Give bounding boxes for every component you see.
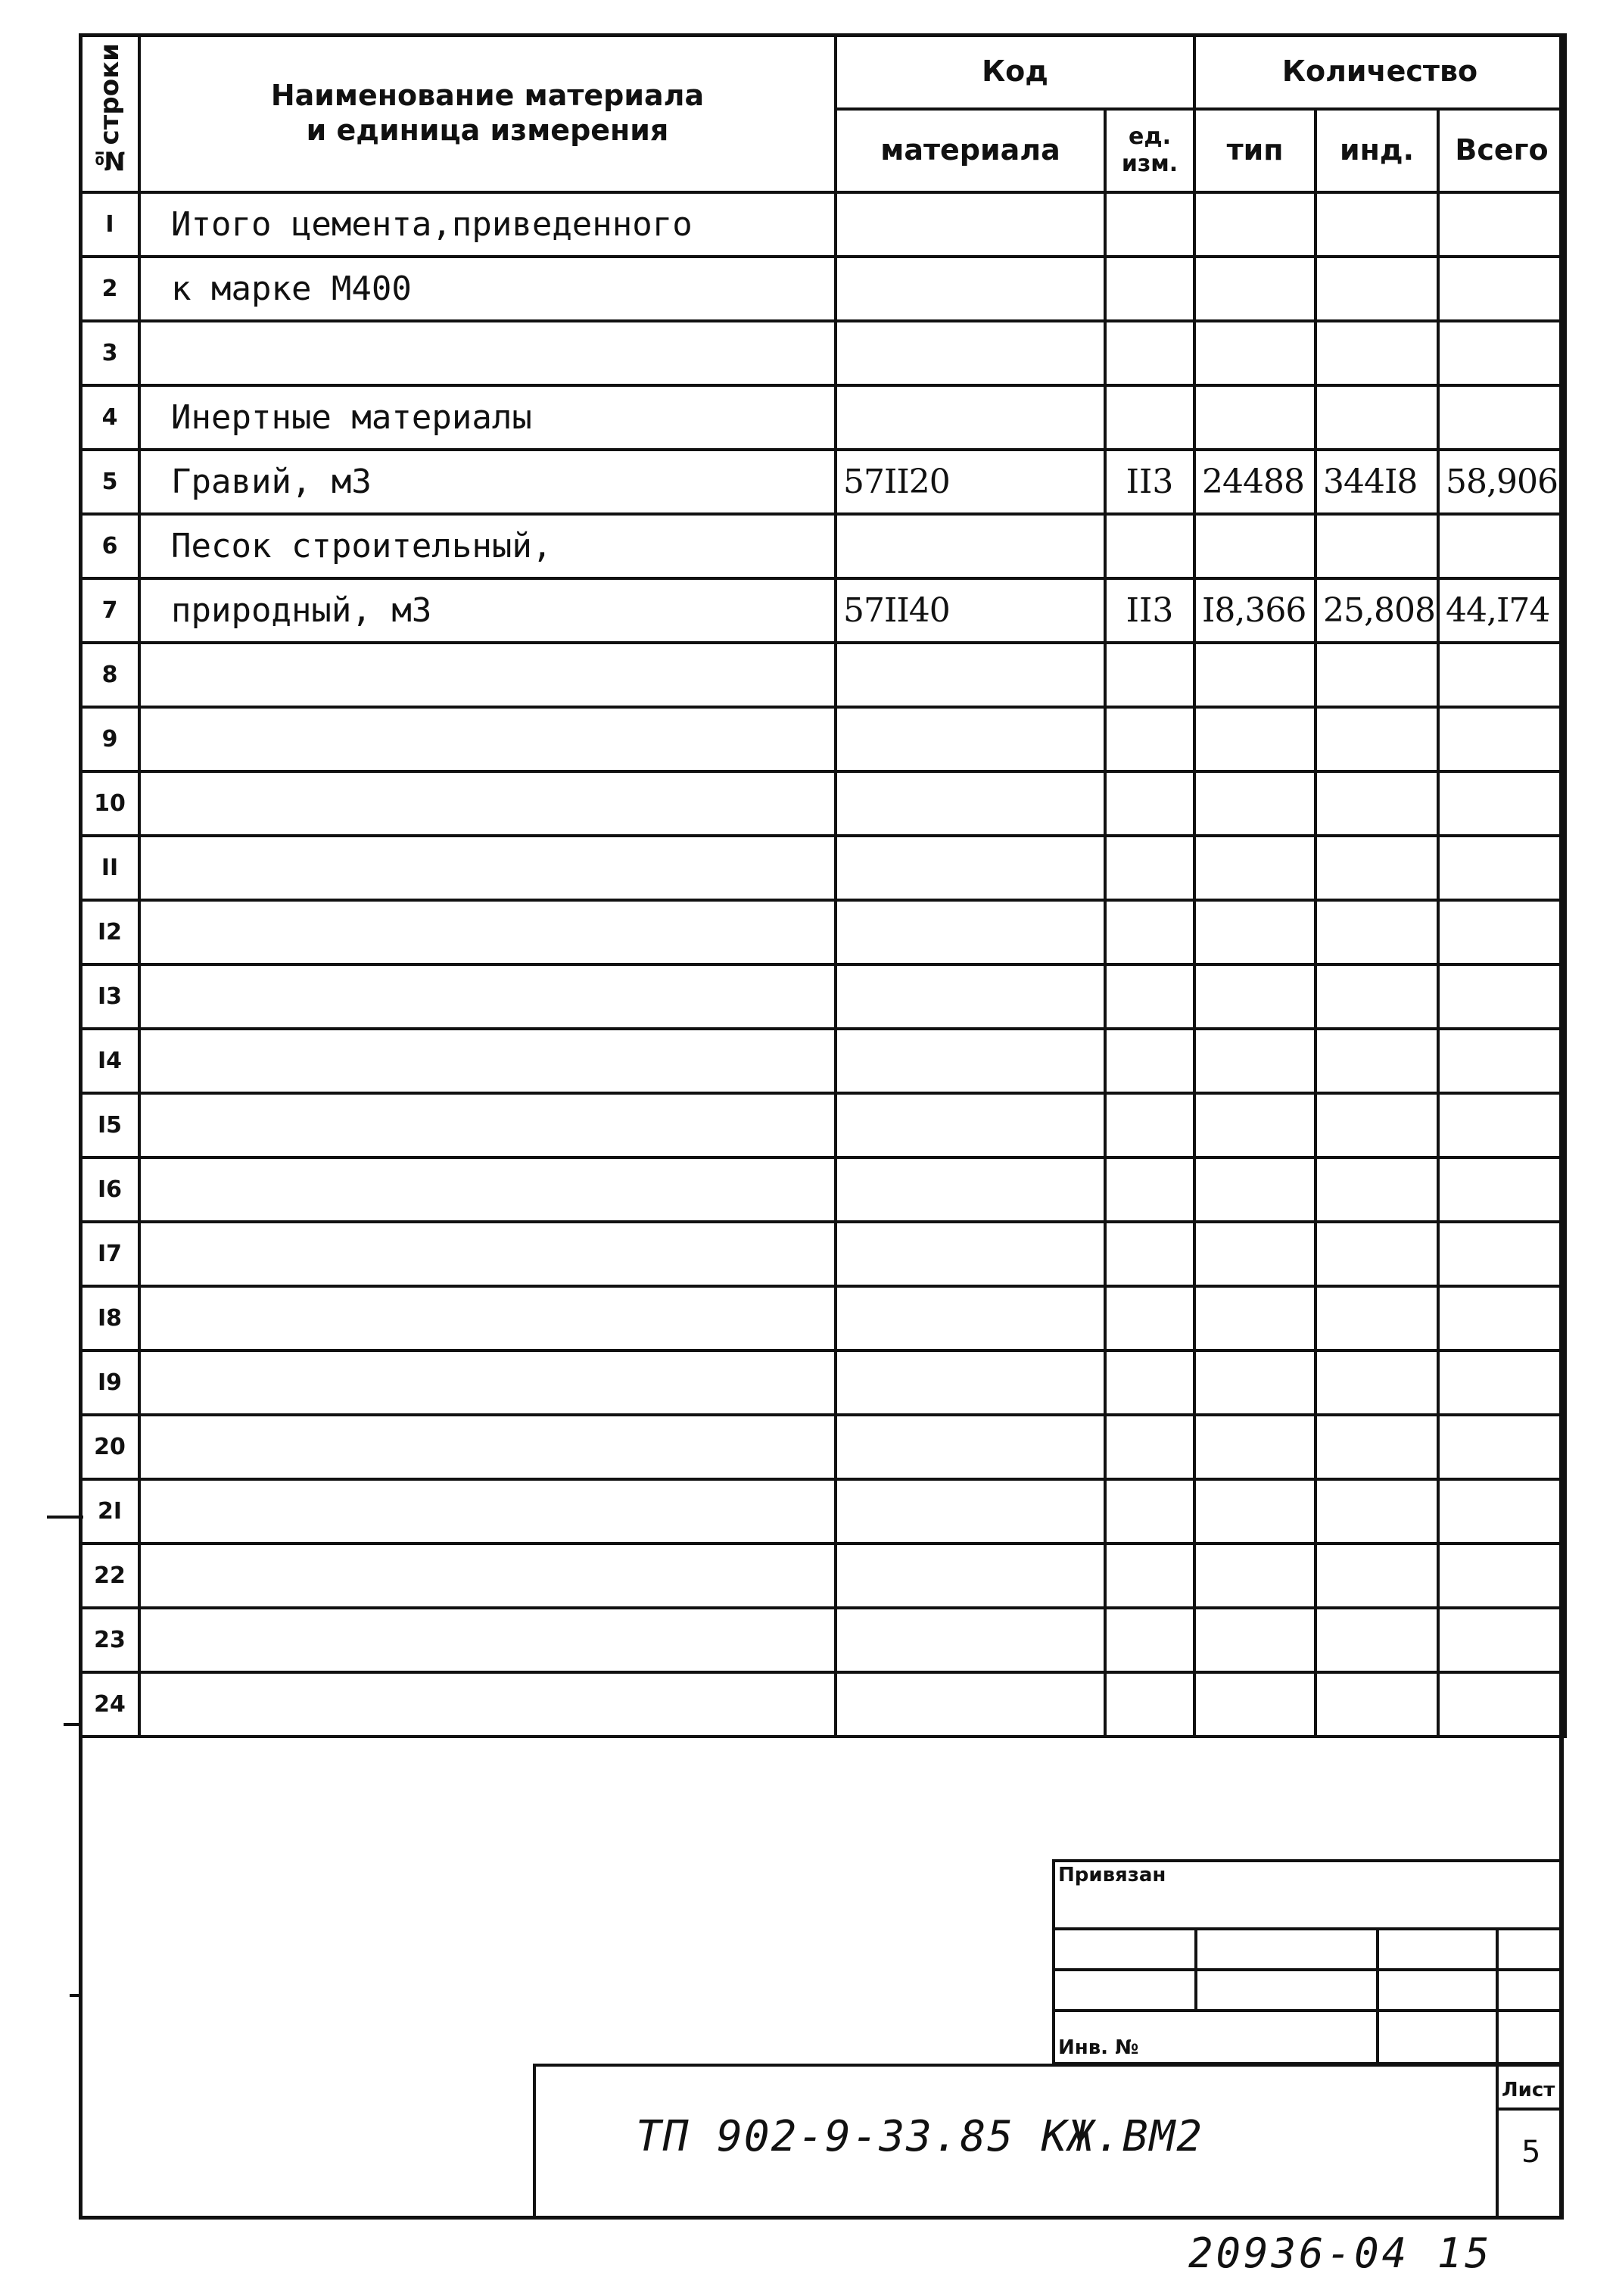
qty-type-cell	[1194, 1415, 1316, 1479]
material-code-cell	[836, 900, 1105, 964]
table-row	[80, 836, 1565, 900]
qty-total-cell	[1438, 385, 1565, 450]
material-name-cell	[139, 1608, 836, 1672]
unit-code-cell	[1105, 964, 1194, 1029]
qty-type-cell	[1194, 1286, 1316, 1350]
row-number-cell: I6	[80, 1157, 139, 1222]
row-number-cell: 2	[80, 257, 139, 321]
qty-total-cell	[1438, 643, 1565, 707]
qty-type-cell	[1194, 514, 1316, 578]
unit-code-cell	[1105, 771, 1194, 836]
qty-ind-cell: 25,808	[1316, 578, 1438, 643]
table-row	[80, 321, 1565, 385]
row-number-cell: 5	[80, 450, 139, 514]
qty-total-cell	[1438, 964, 1565, 1029]
material-name-cell: Гравий, м3	[139, 450, 836, 514]
table-row	[80, 1157, 1565, 1222]
qty-type-cell	[1194, 321, 1316, 385]
qty-ind-cell	[1316, 1415, 1438, 1479]
qty-total-cell	[1438, 1157, 1565, 1222]
qty-type-cell: I8,366	[1194, 578, 1316, 643]
materials-table	[79, 33, 1567, 1738]
qty-ind-cell	[1316, 321, 1438, 385]
material-name-cell: к марке М400	[139, 257, 836, 321]
qty-total-cell	[1438, 321, 1565, 385]
material-name-cell	[139, 900, 836, 964]
qty-type-cell	[1194, 1672, 1316, 1737]
qty-type-cell	[1194, 192, 1316, 257]
table-row	[80, 1608, 1565, 1672]
table-row	[80, 514, 1565, 578]
material-name-cell	[139, 1350, 836, 1415]
material-name-cell	[139, 707, 836, 771]
unit-code-cell	[1105, 1093, 1194, 1157]
qty-ind-cell	[1316, 1479, 1438, 1544]
unit-code-cell	[1105, 1286, 1194, 1350]
material-code-cell	[836, 514, 1105, 578]
sheet-number: 5	[1521, 2135, 1541, 2170]
qty-ind-cell	[1316, 771, 1438, 836]
qty-type-cell	[1194, 257, 1316, 321]
material-code-cell: 57II20	[836, 450, 1105, 514]
qty-ind-cell	[1316, 964, 1438, 1029]
material-name-cell	[139, 964, 836, 1029]
unit-code-cell	[1105, 385, 1194, 450]
material-code-cell	[836, 1544, 1105, 1608]
margin-tick	[64, 1723, 82, 1726]
qty-total-cell	[1438, 707, 1565, 771]
table-row	[80, 900, 1565, 964]
code-header: Код	[836, 35, 1194, 109]
table-row	[80, 1093, 1565, 1157]
qty-total-cell	[1438, 1286, 1565, 1350]
unit-code-cell	[1105, 192, 1194, 257]
material-name-cell	[139, 1222, 836, 1286]
material-code-cell	[836, 1286, 1105, 1350]
document-code: ТП 902-9-33.85 КЖ.ВМ2	[636, 2112, 1204, 2161]
qty-total-cell	[1438, 1222, 1565, 1286]
table-row	[80, 964, 1565, 1029]
material-code-cell	[836, 385, 1105, 450]
sheet-row-line	[1496, 2108, 1564, 2111]
material-name-cell: Песок строительный,	[139, 514, 836, 578]
qty-total-cell	[1438, 514, 1565, 578]
material-name-cell	[139, 1479, 836, 1544]
material-name-cell	[139, 1544, 836, 1608]
qty-ind-cell	[1316, 1608, 1438, 1672]
qty-type-cell	[1194, 836, 1316, 900]
material-code-cell	[836, 1479, 1105, 1544]
qty-total-cell	[1438, 1672, 1565, 1737]
row-number-cell: I2	[80, 900, 139, 964]
material-code-cell	[836, 1415, 1105, 1479]
table-row	[80, 1350, 1565, 1415]
material-name-cell	[139, 1093, 836, 1157]
qty-type-header: тип	[1194, 109, 1316, 192]
material-code-cell	[836, 257, 1105, 321]
row-number-cell: I4	[80, 1029, 139, 1093]
material-name-cell	[139, 771, 836, 836]
qty-type-cell	[1194, 771, 1316, 836]
row-number-cell: I3	[80, 964, 139, 1029]
qty-type-cell	[1194, 1544, 1316, 1608]
qty-type-cell	[1194, 900, 1316, 964]
binding-row-line	[1052, 2009, 1564, 2012]
code-material-header: материала	[836, 109, 1105, 192]
qty-ind-cell	[1316, 900, 1438, 964]
unit-code-cell	[1105, 836, 1194, 900]
material-code-cell	[836, 707, 1105, 771]
table-row	[80, 1479, 1565, 1544]
qty-total-cell	[1438, 1350, 1565, 1415]
unit-code-cell	[1105, 1544, 1194, 1608]
material-code-cell	[836, 192, 1105, 257]
row-number-cell: 3	[80, 321, 139, 385]
qty-type-cell	[1194, 643, 1316, 707]
qty-total-cell	[1438, 1544, 1565, 1608]
qty-type-cell	[1194, 385, 1316, 450]
qty-total-cell	[1438, 836, 1565, 900]
qty-ind-cell	[1316, 385, 1438, 450]
table-row	[80, 257, 1565, 321]
qty-ind-cell	[1316, 257, 1438, 321]
material-name-cell: Инертные материалы	[139, 385, 836, 450]
material-code-cell	[836, 321, 1105, 385]
material-name-cell	[139, 1029, 836, 1093]
material-code-cell	[836, 964, 1105, 1029]
qty-total-cell	[1438, 192, 1565, 257]
qty-type-cell	[1194, 1222, 1316, 1286]
unit-code-cell	[1105, 1415, 1194, 1479]
unit-code-cell: II3	[1105, 578, 1194, 643]
quantity-header: Количество	[1194, 35, 1565, 109]
qty-ind-cell	[1316, 1093, 1438, 1157]
qty-ind-cell	[1316, 514, 1438, 578]
material-code-cell	[836, 1093, 1105, 1157]
row-number-cell: 8	[80, 643, 139, 707]
qty-total-cell: 44,I74	[1438, 578, 1565, 643]
table-row	[80, 450, 1565, 514]
row-number-cell: 7	[80, 578, 139, 643]
row-number-cell: 22	[80, 1544, 139, 1608]
qty-ind-cell	[1316, 1672, 1438, 1737]
material-code-cell	[836, 1029, 1105, 1093]
row-number-cell: I8	[80, 1286, 139, 1350]
material-code-cell	[836, 771, 1105, 836]
table-row	[80, 1544, 1565, 1608]
sheet-label: Лист	[1502, 2079, 1555, 2101]
material-name-cell: Итого цемента,приведенного	[139, 192, 836, 257]
material-code-cell	[836, 1672, 1105, 1737]
unit-code-cell	[1105, 514, 1194, 578]
unit-code-cell	[1105, 1029, 1194, 1093]
material-name-cell	[139, 1415, 836, 1479]
material-name-cell	[139, 643, 836, 707]
qty-total-cell: 58,906	[1438, 450, 1565, 514]
archive-number: 20936-04 15	[1188, 2229, 1493, 2277]
qty-ind-cell	[1316, 1029, 1438, 1093]
row-number-cell: 10	[80, 771, 139, 836]
row-number-cell: I	[80, 192, 139, 257]
binding-row-line	[1052, 1968, 1564, 1971]
qty-total-cell	[1438, 1608, 1565, 1672]
table-row	[80, 1672, 1565, 1737]
table-row	[80, 192, 1565, 257]
qty-total-cell	[1438, 1479, 1565, 1544]
row-number-header: №строки	[80, 35, 139, 192]
qty-total-cell	[1438, 1093, 1565, 1157]
table-row	[80, 643, 1565, 707]
material-code-cell	[836, 836, 1105, 900]
material-code-cell	[836, 1222, 1105, 1286]
row-number-cell: 6	[80, 514, 139, 578]
qty-type-cell: 24488	[1194, 450, 1316, 514]
material-name-cell: природный, м3	[139, 578, 836, 643]
unit-code-cell	[1105, 1608, 1194, 1672]
qty-type-cell	[1194, 1479, 1316, 1544]
row-number-cell: I9	[80, 1350, 139, 1415]
qty-type-cell	[1194, 964, 1316, 1029]
unit-code-cell	[1105, 257, 1194, 321]
qty-ind-cell	[1316, 1222, 1438, 1286]
qty-type-cell	[1194, 1093, 1316, 1157]
material-name-cell	[139, 321, 836, 385]
qty-total-cell	[1438, 1029, 1565, 1093]
qty-total-cell	[1438, 1415, 1565, 1479]
inv-label: Инв. №	[1058, 2036, 1139, 2059]
row-number-cell: I7	[80, 1222, 139, 1286]
qty-type-cell	[1194, 1608, 1316, 1672]
material-code-cell	[836, 643, 1105, 707]
material-code-cell	[836, 1608, 1105, 1672]
row-number-cell: 9	[80, 707, 139, 771]
row-number-cell: I5	[80, 1093, 139, 1157]
unit-code-cell	[1105, 1350, 1194, 1415]
row-number-cell: II	[80, 836, 139, 900]
material-code-cell	[836, 1350, 1105, 1415]
row-number-cell: 4	[80, 385, 139, 450]
row-number-cell: 23	[80, 1608, 139, 1672]
qty-total-header: Всего	[1438, 109, 1565, 192]
qty-ind-cell: 344I8	[1316, 450, 1438, 514]
binding-col-line	[1496, 1927, 1499, 2065]
material-name-cell	[139, 836, 836, 900]
material-code-cell: 57II40	[836, 578, 1105, 643]
row-number-cell: 2I	[80, 1479, 139, 1544]
qty-ind-cell	[1316, 1350, 1438, 1415]
row-number-cell: 24	[80, 1672, 139, 1737]
qty-type-cell	[1194, 1029, 1316, 1093]
qty-type-cell	[1194, 1350, 1316, 1415]
unit-code-cell	[1105, 321, 1194, 385]
binding-col-line	[1376, 1927, 1379, 2065]
unit-code-cell	[1105, 1672, 1194, 1737]
qty-ind-cell	[1316, 1157, 1438, 1222]
code-unit-header: ед. изм.	[1105, 109, 1194, 192]
material-name-cell	[139, 1672, 836, 1737]
table-row	[80, 385, 1565, 450]
qty-ind-cell	[1316, 192, 1438, 257]
qty-ind-cell	[1316, 707, 1438, 771]
qty-ind-cell	[1316, 1286, 1438, 1350]
material-name-cell	[139, 1157, 836, 1222]
bound-label: Привязан	[1058, 1864, 1166, 1886]
table-row	[80, 1286, 1565, 1350]
material-code-cell	[836, 1157, 1105, 1222]
qty-total-cell	[1438, 900, 1565, 964]
unit-code-cell	[1105, 1479, 1194, 1544]
sheet-col-line	[1496, 2064, 1499, 2220]
unit-code-cell	[1105, 1157, 1194, 1222]
margin-tick	[70, 1994, 82, 1997]
table-row	[80, 1222, 1565, 1286]
unit-code-cell: II3	[1105, 450, 1194, 514]
binding-col-line	[1194, 1927, 1197, 2012]
material-name-cell	[139, 1286, 836, 1350]
material-name-header: Наименование материала и единица измерения	[139, 35, 836, 192]
table-row	[80, 1415, 1565, 1479]
unit-code-cell	[1105, 707, 1194, 771]
margin-tick	[47, 1516, 83, 1519]
qty-total-cell	[1438, 257, 1565, 321]
qty-ind-cell	[1316, 1544, 1438, 1608]
qty-ind-cell	[1316, 836, 1438, 900]
unit-code-cell	[1105, 1222, 1194, 1286]
table-row	[80, 771, 1565, 836]
qty-ind-header: инд.	[1316, 109, 1438, 192]
unit-code-cell	[1105, 900, 1194, 964]
binding-row-line	[1052, 1927, 1564, 1930]
binding-block	[1052, 1859, 1564, 2065]
qty-ind-cell	[1316, 643, 1438, 707]
qty-type-cell	[1194, 707, 1316, 771]
qty-total-cell	[1438, 771, 1565, 836]
unit-code-cell	[1105, 643, 1194, 707]
table-row	[80, 578, 1565, 643]
qty-type-cell	[1194, 1157, 1316, 1222]
row-number-cell: 20	[80, 1415, 139, 1479]
table-row	[80, 707, 1565, 771]
table-row	[80, 1029, 1565, 1093]
